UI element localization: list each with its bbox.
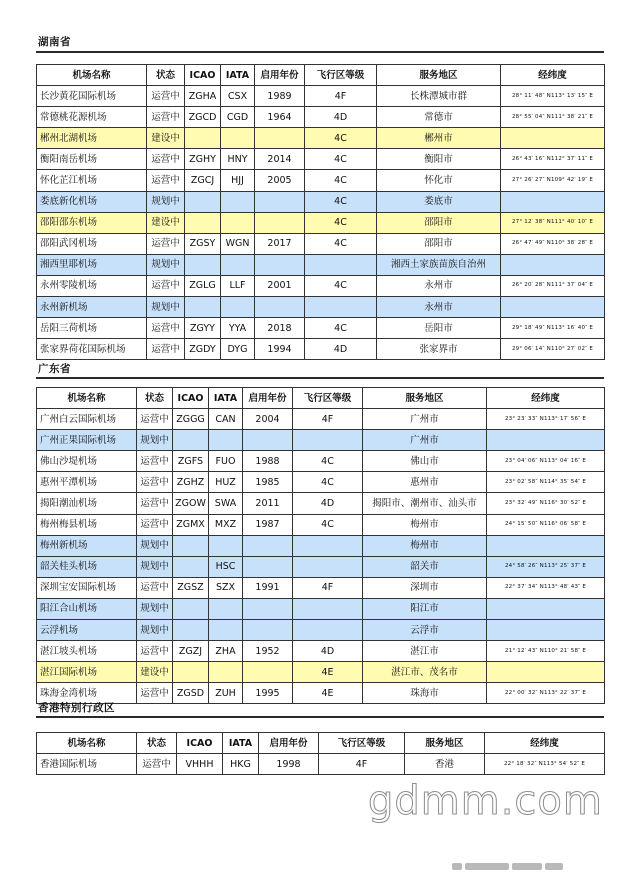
table-row [37, 170, 605, 191]
cell-icao [185, 297, 221, 318]
cell-level: 4D [293, 493, 363, 514]
cell-year [243, 556, 293, 577]
cell-iata: HNY [221, 149, 255, 170]
cell-name: 广州正果国际机场 [37, 430, 137, 451]
header-col-icao: ICAO [173, 388, 209, 409]
cell-region: 怀化市 [377, 170, 501, 191]
cell-region: 岳阳市 [377, 318, 501, 339]
cell-name: 韶关桂头机场 [37, 556, 137, 577]
header-col-name: 机场名称 [37, 65, 147, 86]
table-row [37, 514, 605, 535]
cell-year: 2018 [255, 318, 305, 339]
table-row [37, 233, 605, 254]
cell-level: 4D [305, 339, 377, 360]
cell-icao: ZGCJ [185, 170, 221, 191]
table-header-row [37, 65, 605, 86]
cell-region: 娄底市 [377, 191, 501, 212]
cell-status: 运营中 [147, 149, 185, 170]
cell-name: 珠海金湾机场 [37, 683, 137, 704]
table-row [37, 191, 605, 212]
cell-icao [185, 254, 221, 275]
header-col-coord: 经纬度 [501, 65, 605, 86]
cell-icao: ZGHZ [173, 472, 209, 493]
cell-coord [501, 128, 605, 149]
cell-name: 常德桃花源机场 [37, 107, 147, 128]
cell-coord [501, 191, 605, 212]
cell-coord: 28° 55′ 04″ N111° 38′ 21″ E [501, 107, 605, 128]
header-col-status: 状态 [137, 388, 173, 409]
cell-region: 广州市 [363, 430, 487, 451]
cell-year [243, 430, 293, 451]
cell-icao: ZGCD [185, 107, 221, 128]
cell-level: 4C [305, 318, 377, 339]
header-col-level: 飞行区等级 [305, 65, 377, 86]
section-title-guangdong: 广东省 [38, 363, 71, 375]
cell-coord: 23° 04′ 06″ N113° 04′ 16″ E [487, 451, 605, 472]
cell-status: 规划中 [147, 191, 185, 212]
cell-icao: ZGZJ [173, 641, 209, 662]
cell-year: 2017 [255, 233, 305, 254]
cell-level: 4D [305, 107, 377, 128]
header-col-year: 启用年份 [243, 388, 293, 409]
cell-level: 4F [293, 409, 363, 430]
cell-year: 1998 [259, 754, 319, 775]
table-row [37, 107, 605, 128]
cell-level: 4C [305, 191, 377, 212]
cell-coord [501, 297, 605, 318]
header-col-name: 机场名称 [37, 733, 137, 754]
cell-name: 惠州平潭机场 [37, 472, 137, 493]
cell-icao: ZGGG [173, 409, 209, 430]
table-row [37, 641, 605, 662]
cell-region: 郴州市 [377, 128, 501, 149]
cell-coord: 23° 32′ 49″ N116° 30′ 52″ E [487, 493, 605, 514]
header-col-iata: IATA [221, 65, 255, 86]
cell-name: 佛山沙堤机场 [37, 451, 137, 472]
cell-region: 常德市 [377, 107, 501, 128]
cell-name: 永州零陵机场 [37, 275, 147, 296]
cell-status: 运营中 [147, 339, 185, 360]
cell-coord: 26° 47′ 49″ N110° 38′ 28″ E [501, 233, 605, 254]
cell-region: 长株潭城市群 [377, 86, 501, 107]
cell-name: 湛江国际机场 [37, 662, 137, 683]
cell-icao [185, 128, 221, 149]
cell-level [305, 254, 377, 275]
header-col-name: 机场名称 [37, 388, 137, 409]
cell-level: 4C [305, 233, 377, 254]
cell-status: 运营中 [137, 514, 173, 535]
table-row [37, 254, 605, 275]
cell-iata: ZUH [209, 683, 243, 704]
cell-coord: 24° 15′ 50″ N116° 06′ 58″ E [487, 514, 605, 535]
cell-level [293, 430, 363, 451]
cell-status: 运营中 [137, 472, 173, 493]
cell-region: 湛江市 [363, 641, 487, 662]
cell-icao: VHHH [177, 754, 223, 775]
cell-icao: ZGOW [173, 493, 209, 514]
cell-icao: ZGSD [173, 683, 209, 704]
cell-status: 运营中 [137, 493, 173, 514]
cell-region: 衡阳市 [377, 149, 501, 170]
cell-iata: HUZ [209, 472, 243, 493]
cell-status: 规划中 [137, 598, 173, 619]
cell-level: 4D [293, 641, 363, 662]
header-col-icao: ICAO [177, 733, 223, 754]
cell-level: 4E [293, 683, 363, 704]
cell-name: 揭阳潮汕机场 [37, 493, 137, 514]
cell-region: 佛山市 [363, 451, 487, 472]
header-col-iata: IATA [209, 388, 243, 409]
section-rule-hongkong [36, 716, 604, 718]
table-row [37, 598, 605, 619]
cell-coord: 23° 02′ 58″ N114° 35′ 54″ E [487, 472, 605, 493]
cell-icao [173, 662, 209, 683]
cell-iata: SWA [209, 493, 243, 514]
table-row [37, 620, 605, 641]
header-col-region: 服务地区 [363, 388, 487, 409]
cell-coord [487, 662, 605, 683]
cell-icao: ZGSY [185, 233, 221, 254]
cell-level: 4C [305, 275, 377, 296]
cell-region: 惠州市 [363, 472, 487, 493]
cell-iata: ZHA [209, 641, 243, 662]
cell-iata [221, 254, 255, 275]
airport-table-hunan [36, 64, 605, 360]
cell-coord: 27° 26′ 27″ N109° 42′ 19″ E [501, 170, 605, 191]
cell-name: 梅州梅县机场 [37, 514, 137, 535]
cell-region: 邵阳市 [377, 233, 501, 254]
cell-region: 湘西土家族苗族自治州 [377, 254, 501, 275]
cell-year: 1952 [243, 641, 293, 662]
header-col-iata: IATA [223, 733, 259, 754]
header-col-status: 状态 [147, 65, 185, 86]
cell-level: 4C [305, 212, 377, 233]
cell-coord: 27° 12′ 38″ N111° 40′ 10″ E [501, 212, 605, 233]
site-watermark: gdmm.com [368, 778, 603, 824]
cell-coord [487, 430, 605, 451]
cell-status: 运营中 [147, 233, 185, 254]
cell-level: 4F [319, 754, 405, 775]
cell-icao: ZGYY [185, 318, 221, 339]
cell-level [305, 297, 377, 318]
cell-region: 深圳市 [363, 577, 487, 598]
cell-region: 湛江市、茂名市 [363, 662, 487, 683]
header-col-level: 飞行区等级 [319, 733, 405, 754]
cell-icao [173, 620, 209, 641]
section-rule-hunan [36, 51, 604, 53]
cell-iata: LLF [221, 275, 255, 296]
cell-level: 4F [305, 86, 377, 107]
cell-year [243, 620, 293, 641]
table-row [37, 556, 605, 577]
header-col-coord: 经纬度 [487, 388, 605, 409]
cell-coord: 28° 11′ 48″ N113° 13′ 15″ E [501, 86, 605, 107]
cell-level: 4E [293, 662, 363, 683]
cell-region: 香港 [405, 754, 485, 775]
table-row [37, 493, 605, 514]
cell-status: 运营中 [147, 86, 185, 107]
cell-year [255, 297, 305, 318]
cell-icao [173, 556, 209, 577]
table-header-row [37, 733, 605, 754]
cell-status: 运营中 [137, 577, 173, 598]
cell-region: 阳江市 [363, 598, 487, 619]
header-col-icao: ICAO [185, 65, 221, 86]
cell-region: 韶关市 [363, 556, 487, 577]
table-row [37, 149, 605, 170]
cell-icao [173, 598, 209, 619]
cell-iata: DYG [221, 339, 255, 360]
cell-iata: FUO [209, 451, 243, 472]
airport-table-hongkong [36, 732, 605, 775]
cell-iata [221, 297, 255, 318]
section-rule-guangdong [36, 377, 604, 379]
cell-region: 张家界市 [377, 339, 501, 360]
cell-iata: MXZ [209, 514, 243, 535]
cell-status: 规划中 [137, 620, 173, 641]
cell-level: 4F [293, 577, 363, 598]
header-col-region: 服务地区 [377, 65, 501, 86]
cell-name: 湘西里耶机场 [37, 254, 147, 275]
table-row [37, 128, 605, 149]
cell-year: 1994 [255, 339, 305, 360]
cell-level: 4C [305, 149, 377, 170]
cell-name: 娄底新化机场 [37, 191, 147, 212]
cell-year: 1988 [243, 451, 293, 472]
cell-year: 2001 [255, 275, 305, 296]
cell-status: 规划中 [137, 535, 173, 556]
cell-name: 岳阳三荷机场 [37, 318, 147, 339]
cell-iata [209, 598, 243, 619]
cell-icao: ZGHY [185, 149, 221, 170]
cell-iata [209, 620, 243, 641]
section-title-hongkong: 香港特别行政区 [38, 702, 115, 714]
cell-region: 梅州市 [363, 535, 487, 556]
cell-status: 规划中 [147, 254, 185, 275]
cell-name: 衡阳南岳机场 [37, 149, 147, 170]
cell-year: 1964 [255, 107, 305, 128]
table-header-row [37, 388, 605, 409]
cell-year [243, 535, 293, 556]
cell-level: 4C [293, 514, 363, 535]
table-row [37, 212, 605, 233]
cell-name: 长沙黄花国际机场 [37, 86, 147, 107]
cell-iata [221, 212, 255, 233]
cell-icao [185, 212, 221, 233]
cell-status: 建设中 [137, 662, 173, 683]
cell-iata: CAN [209, 409, 243, 430]
cell-name: 阳江合山机场 [37, 598, 137, 619]
cell-coord: 29° 18′ 49″ N113° 16′ 40″ E [501, 318, 605, 339]
cell-coord: 26° 20′ 28″ N111° 37′ 04″ E [501, 275, 605, 296]
cell-name: 湛江坡头机场 [37, 641, 137, 662]
cell-year [255, 128, 305, 149]
cell-icao: ZGSZ [173, 577, 209, 598]
cell-level: 4C [305, 128, 377, 149]
cell-year: 1989 [255, 86, 305, 107]
table-row [37, 662, 605, 683]
table-row [37, 318, 605, 339]
cell-name: 香港国际机场 [37, 754, 137, 775]
airport-table-guangdong [36, 387, 605, 704]
cell-icao [173, 430, 209, 451]
header-col-status: 状态 [137, 733, 177, 754]
cell-status: 运营中 [137, 409, 173, 430]
cell-status: 规划中 [137, 430, 173, 451]
table-row [37, 451, 605, 472]
cell-icao: ZGLG [185, 275, 221, 296]
cell-status: 运营中 [147, 170, 185, 191]
cell-coord [487, 598, 605, 619]
cell-coord: 23° 23′ 33″ N113° 17′ 56″ E [487, 409, 605, 430]
cell-year: 2014 [255, 149, 305, 170]
table-row [37, 297, 605, 318]
cell-coord [501, 254, 605, 275]
cell-coord: 22° 00′ 32″ N113° 22′ 37″ E [487, 683, 605, 704]
cell-year [255, 191, 305, 212]
cell-coord: 22° 37′ 34″ N113° 48′ 43″ E [487, 577, 605, 598]
cell-name: 广州白云国际机场 [37, 409, 137, 430]
cell-coord: 26° 43′ 16″ N112° 37′ 11″ E [501, 149, 605, 170]
cell-iata: YYA [221, 318, 255, 339]
cell-year: 2005 [255, 170, 305, 191]
cell-icao [173, 535, 209, 556]
table-row [37, 275, 605, 296]
cell-year [243, 598, 293, 619]
cell-iata [221, 128, 255, 149]
cell-status: 运营中 [147, 107, 185, 128]
cell-name: 梅州新机场 [37, 535, 137, 556]
cell-name: 邵阳武冈机场 [37, 233, 147, 254]
cell-year: 1991 [243, 577, 293, 598]
cell-status: 建设中 [147, 128, 185, 149]
footer-smudge [452, 855, 572, 867]
cell-iata: HSC [209, 556, 243, 577]
header-col-year: 启用年份 [259, 733, 319, 754]
cell-level [293, 598, 363, 619]
cell-iata: HKG [223, 754, 259, 775]
cell-iata: CGD [221, 107, 255, 128]
cell-status: 运营中 [137, 683, 173, 704]
cell-coord [487, 535, 605, 556]
cell-region: 云浮市 [363, 620, 487, 641]
cell-level [293, 620, 363, 641]
cell-icao: ZGMX [173, 514, 209, 535]
cell-level [293, 535, 363, 556]
cell-icao [185, 191, 221, 212]
cell-year: 1995 [243, 683, 293, 704]
cell-iata: WGN [221, 233, 255, 254]
cell-status: 运营中 [137, 754, 177, 775]
cell-region: 梅州市 [363, 514, 487, 535]
cell-icao: ZGHA [185, 86, 221, 107]
cell-name: 云浮机场 [37, 620, 137, 641]
cell-level: 4C [305, 170, 377, 191]
cell-region: 邵阳市 [377, 212, 501, 233]
cell-iata: CSX [221, 86, 255, 107]
cell-name: 邵阳邵东机场 [37, 212, 147, 233]
table-row [37, 754, 605, 775]
cell-region: 永州市 [377, 275, 501, 296]
table-row [37, 535, 605, 556]
header-col-coord: 经纬度 [485, 733, 605, 754]
cell-iata [209, 535, 243, 556]
cell-status: 规划中 [137, 556, 173, 577]
cell-year [255, 212, 305, 233]
cell-year: 1987 [243, 514, 293, 535]
section-title-hunan: 湖南省 [38, 36, 71, 48]
cell-status: 建设中 [147, 212, 185, 233]
cell-year: 1985 [243, 472, 293, 493]
table-row [37, 339, 605, 360]
cell-coord [487, 620, 605, 641]
cell-status: 运营中 [147, 318, 185, 339]
cell-iata: HJJ [221, 170, 255, 191]
cell-region: 揭阳市、潮州市、汕头市 [363, 493, 487, 514]
cell-year [243, 662, 293, 683]
cell-iata [209, 430, 243, 451]
table-row [37, 86, 605, 107]
header-col-level: 飞行区等级 [293, 388, 363, 409]
cell-region: 广州市 [363, 409, 487, 430]
cell-status: 规划中 [147, 297, 185, 318]
cell-year [255, 254, 305, 275]
cell-region: 珠海市 [363, 683, 487, 704]
cell-name: 永州新机场 [37, 297, 147, 318]
cell-level: 4C [293, 451, 363, 472]
table-row [37, 409, 605, 430]
cell-level [293, 556, 363, 577]
cell-iata [221, 191, 255, 212]
cell-iata: SZX [209, 577, 243, 598]
cell-icao: ZGFS [173, 451, 209, 472]
cell-status: 运营中 [147, 275, 185, 296]
table-row [37, 472, 605, 493]
cell-name: 郴州北湖机场 [37, 128, 147, 149]
header-col-year: 启用年份 [255, 65, 305, 86]
table-row [37, 577, 605, 598]
table-row [37, 683, 605, 704]
cell-icao: ZGDY [185, 339, 221, 360]
table-row [37, 430, 605, 451]
cell-name: 张家界荷花国际机场 [37, 339, 147, 360]
cell-coord: 22° 18′ 32″ N113° 54′ 52″ E [485, 754, 605, 775]
cell-year: 2011 [243, 493, 293, 514]
cell-coord: 24° 58′ 26″ N113° 25′ 37″ E [487, 556, 605, 577]
cell-region: 永州市 [377, 297, 501, 318]
cell-coord: 29° 06′ 14″ N110° 27′ 02″ E [501, 339, 605, 360]
cell-status: 运营中 [137, 451, 173, 472]
cell-level: 4C [293, 472, 363, 493]
cell-coord: 21° 12′ 43″ N110° 21′ 58″ E [487, 641, 605, 662]
header-col-region: 服务地区 [405, 733, 485, 754]
cell-status: 运营中 [137, 641, 173, 662]
cell-name: 深圳宝安国际机场 [37, 577, 137, 598]
cell-name: 怀化芷江机场 [37, 170, 147, 191]
cell-iata [209, 662, 243, 683]
cell-year: 2004 [243, 409, 293, 430]
